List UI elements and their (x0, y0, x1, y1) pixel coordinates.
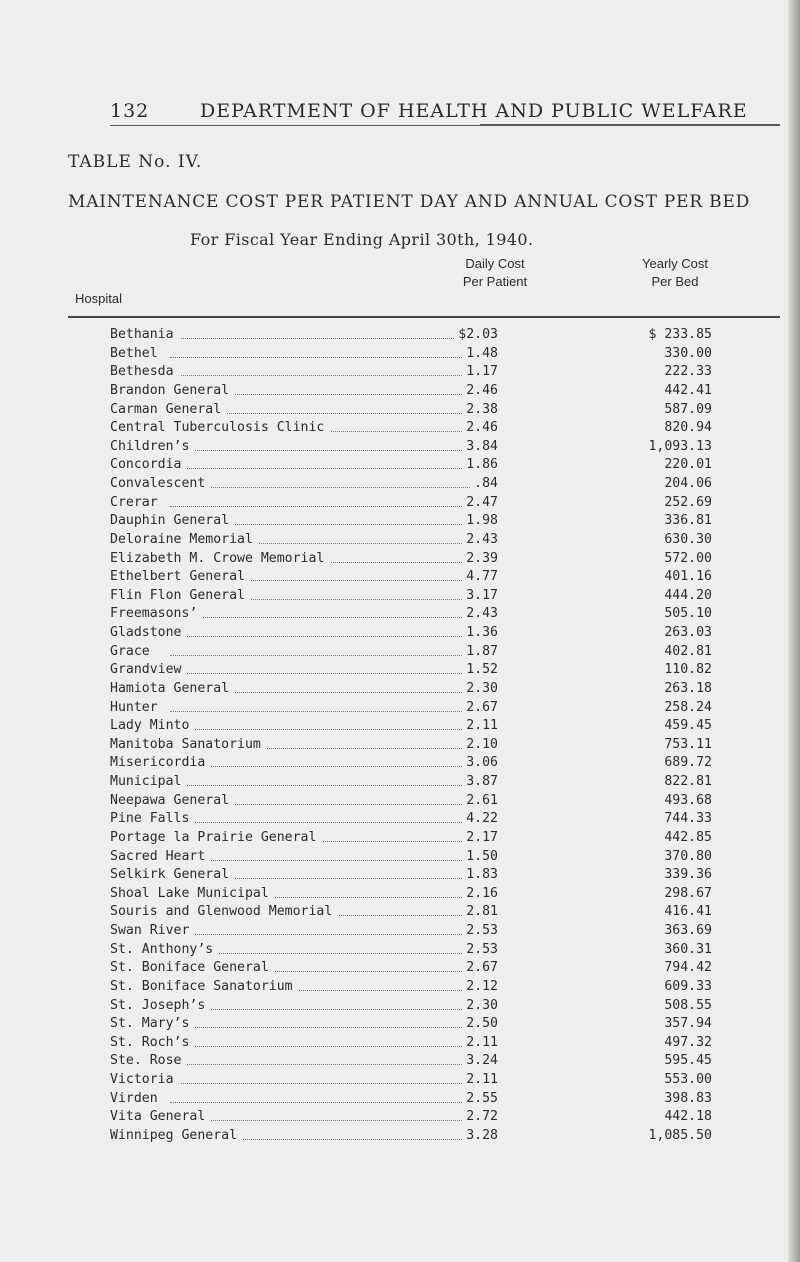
yearly-cost-cell: 330.00 (664, 345, 712, 361)
dot-leader (170, 338, 498, 339)
yearly-cost-cell: 595.45 (664, 1053, 712, 1069)
yearly-cost-cell: 508.55 (664, 997, 712, 1013)
hospital-name: Children’s (110, 438, 195, 457)
table-header-rule (68, 316, 780, 318)
table-row (110, 326, 770, 345)
daily-cost-cell: 2.46 (462, 419, 498, 438)
dot-leader (170, 655, 498, 656)
table-row (110, 512, 770, 531)
table-row (110, 419, 770, 438)
hospital-name: Selkirk General (110, 866, 235, 885)
table-row (110, 456, 770, 475)
dot-leader (170, 617, 498, 618)
hospital-name: Manitoba Sanatorium (110, 736, 267, 755)
daily-cost-cell: 2.47 (462, 494, 498, 513)
daily-cost-cell: 3.87 (462, 773, 498, 792)
daily-cost-cell: 2.30 (462, 997, 498, 1016)
table-row (110, 848, 770, 867)
daily-cost-cell: 1.98 (462, 512, 498, 531)
table-row (110, 1015, 770, 1034)
table-title: MAINTENANCE COST PER PATIENT DAY AND ANNUAL COST PER BED (68, 192, 751, 212)
dot-leader (170, 822, 498, 823)
yearly-cost-cell: 339.36 (664, 867, 712, 883)
table-row (110, 885, 770, 904)
hospital-name: Brandon General (110, 382, 235, 401)
yearly-cost-cell: 204.06 (664, 476, 712, 491)
daily-cost-cell: 4.22 (462, 810, 498, 829)
table-row (110, 550, 770, 569)
daily-cost-cell: 2.10 (462, 736, 498, 755)
dot-leader (170, 711, 498, 712)
hospital-name: Ste. Rose (110, 1052, 187, 1071)
table-row (110, 401, 770, 420)
daily-cost-cell: 2.43 (462, 531, 498, 550)
hospital-name: St. Roch’s (110, 1034, 195, 1053)
yearly-cost-cell: 753.11 (664, 736, 712, 752)
daily-cost-cell: 2.16 (462, 885, 498, 904)
table-row (110, 810, 770, 829)
daily-cost-cell: 2.38 (462, 401, 498, 420)
daily-cost-cell: 2.67 (462, 699, 498, 718)
hospital-name: Vita General (110, 1108, 211, 1127)
yearly-cost-cell: $ 233.85 (648, 327, 712, 342)
table-row (110, 736, 770, 755)
hospital-name: Central Tuberculosis Clinic (110, 419, 330, 438)
dot-leader (170, 375, 498, 376)
daily-cost-cell: 2.30 (462, 680, 498, 699)
table-row (110, 382, 770, 401)
table-subtitle: For Fiscal Year Ending April 30th, 1940. (190, 230, 534, 249)
yearly-cost-cell: 363.69 (664, 923, 712, 938)
daily-cost-cell: 2.43 (462, 605, 498, 624)
daily-cost-cell: 2.50 (462, 1015, 498, 1034)
daily-cost-cell: 2.46 (462, 382, 498, 401)
yearly-cost-cell: 459.45 (664, 718, 712, 734)
dot-leader (170, 506, 498, 507)
yearly-cost-cell: 444.20 (664, 587, 712, 603)
table-row (110, 922, 770, 941)
table-row (110, 1052, 770, 1071)
daily-cost-cell: 4.77 (462, 568, 498, 587)
table-row (110, 792, 770, 811)
table-row (110, 494, 770, 513)
hospital-name: Misericordia (110, 754, 211, 773)
hospital-name: Dauphin General (110, 512, 235, 531)
table-row (110, 531, 770, 550)
daily-cost-cell: 1.87 (462, 643, 498, 662)
table-row (110, 475, 770, 494)
dot-leader (170, 934, 498, 935)
page-edge-shadow (788, 0, 800, 1262)
header-divider-thick (480, 124, 780, 126)
dot-leader (170, 766, 498, 767)
hospital-name: St. Boniface Sanatorium (110, 978, 299, 997)
dot-leader (170, 1046, 498, 1047)
dot-leader (170, 729, 498, 730)
daily-cost-cell: 3.28 (462, 1127, 498, 1146)
daily-cost-cell: 1.52 (462, 661, 498, 680)
yearly-cost-cell: 609.33 (664, 978, 712, 994)
department-title: DEPARTMENT OF HEALTH AND PUBLIC WELFARE (200, 100, 748, 122)
hospital-name: Ethelbert General (110, 568, 251, 587)
hospital-name: Crerar (110, 494, 164, 513)
hospital-name: Portage la Prairie General (110, 829, 322, 848)
table-row (110, 1090, 770, 1109)
yearly-cost-cell: 587.09 (664, 401, 712, 417)
daily-cost-cell: 2.53 (462, 941, 498, 960)
column-header-hospital: Hospital (75, 291, 122, 306)
table-row (110, 661, 770, 680)
hospital-name: St. Anthony’s (110, 941, 219, 960)
table-row (110, 866, 770, 885)
table-row (110, 717, 770, 736)
yearly-cost-cell: 689.72 (664, 755, 712, 771)
yearly-cost-cell: 820.94 (664, 420, 712, 436)
dot-leader (170, 1102, 498, 1103)
yearly-cost-cell: 263.18 (664, 680, 712, 696)
yearly-header-line2: Per Bed (651, 274, 699, 289)
table-row (110, 568, 770, 587)
table-row (110, 1071, 770, 1090)
yearly-cost-cell: 505.10 (664, 606, 712, 622)
hospital-name: Shoal Lake Municipal (110, 885, 275, 904)
daily-cost-cell: 3.06 (462, 754, 498, 773)
daily-cost-cell: 1.50 (462, 848, 498, 867)
yearly-cost-cell: 1,085.50 (648, 1127, 712, 1143)
table-row (110, 605, 770, 624)
table-row (110, 363, 770, 382)
hospital-name: Virden (110, 1090, 164, 1109)
daily-header-line1: Daily Cost (465, 256, 525, 271)
yearly-cost-cell: 222.33 (664, 364, 712, 380)
column-header-yearly-cost (620, 255, 730, 291)
daily-cost-cell: 2.11 (462, 717, 498, 736)
hospital-name: Lady Minto (110, 717, 195, 736)
hospital-name: Neepawa General (110, 792, 235, 811)
daily-cost-cell: 1.36 (462, 624, 498, 643)
daily-cost-cell: 2.11 (462, 1034, 498, 1053)
table-row (110, 829, 770, 848)
hospital-name: Deloraine Memorial (110, 531, 259, 550)
hospital-name: Freemasons’ (110, 605, 203, 624)
table-row (110, 438, 770, 457)
yearly-cost-cell: 370.80 (664, 848, 712, 864)
table-row (110, 680, 770, 699)
table-number: TABLE No. IV. (68, 152, 203, 172)
hospital-name: Carman General (110, 401, 227, 420)
hospital-name: Bethesda (110, 363, 180, 382)
daily-cost-cell: $2.03 (454, 326, 498, 345)
table-row (110, 624, 770, 643)
yearly-cost-cell: 252.69 (664, 494, 712, 510)
yearly-cost-cell: 258.24 (664, 699, 712, 715)
yearly-cost-cell: 794.42 (664, 960, 712, 976)
hospital-name: Sacred Heart (110, 848, 211, 867)
dot-leader (170, 1027, 498, 1028)
cost-table-body (110, 326, 770, 1146)
yearly-cost-cell: 110.82 (664, 662, 712, 678)
yearly-cost-cell: 442.18 (664, 1109, 712, 1125)
hospital-name: Gladstone (110, 624, 187, 643)
daily-header-line2: Per Patient (462, 274, 528, 289)
table-row (110, 978, 770, 997)
dot-leader (170, 785, 498, 786)
yearly-cost-cell: 442.41 (664, 382, 712, 398)
yearly-cost-cell: 398.83 (664, 1090, 712, 1106)
hospital-name: Grandview (110, 661, 187, 680)
daily-cost-cell: 2.12 (462, 978, 498, 997)
yearly-cost-cell: 357.94 (664, 1016, 712, 1032)
dot-leader (170, 487, 498, 488)
daily-cost-cell: 1.17 (462, 363, 498, 382)
table-row (110, 1108, 770, 1127)
daily-cost-cell: 2.67 (462, 959, 498, 978)
daily-cost-cell: 2.72 (462, 1108, 498, 1127)
yearly-cost-cell: 572.00 (664, 550, 712, 566)
hospital-name: Municipal (110, 773, 187, 792)
hospital-name: Pine Falls (110, 810, 195, 829)
yearly-cost-cell: 822.81 (664, 774, 712, 789)
yearly-header-line1: Yearly Cost (642, 256, 708, 271)
hospital-name: Convalescent (110, 475, 211, 494)
hospital-name: Hamiota General (110, 680, 235, 699)
table-row (110, 1127, 770, 1146)
daily-cost-cell: 2.39 (462, 550, 498, 569)
daily-cost-cell: 1.48 (462, 345, 498, 364)
yearly-cost-cell: 630.30 (664, 531, 712, 547)
hospital-name: Swan River (110, 922, 195, 941)
yearly-cost-cell: 416.41 (664, 904, 712, 920)
daily-cost-cell: 2.11 (462, 1071, 498, 1090)
table-row (110, 345, 770, 364)
page-number: 132 (110, 100, 150, 122)
dot-leader (170, 673, 498, 674)
table-row (110, 587, 770, 606)
yearly-cost-cell: 497.32 (664, 1034, 712, 1050)
yearly-cost-cell: 360.31 (664, 941, 712, 957)
hospital-name: Hunter (110, 699, 164, 718)
hospital-name: Bethel (110, 345, 164, 364)
dot-leader (170, 636, 498, 637)
daily-cost-cell: 3.17 (462, 587, 498, 606)
daily-cost-cell: 2.81 (462, 903, 498, 922)
daily-cost-cell: 2.55 (462, 1090, 498, 1109)
hospital-name: Winnipeg General (110, 1127, 243, 1146)
dot-leader (170, 860, 498, 861)
table-row (110, 773, 770, 792)
hospital-name: St. Joseph’s (110, 997, 211, 1016)
daily-cost-cell: .84 (470, 475, 498, 494)
hospital-name: Victoria (110, 1071, 180, 1090)
yearly-cost-cell: 263.03 (664, 625, 712, 640)
yearly-cost-cell: 744.33 (664, 811, 712, 827)
daily-cost-cell: 2.17 (462, 829, 498, 848)
dot-leader (170, 450, 498, 451)
column-header-daily-cost (430, 255, 560, 291)
yearly-cost-cell: 442.85 (664, 829, 712, 845)
hospital-name: St. Mary’s (110, 1015, 195, 1034)
yearly-cost-cell: 553.00 (664, 1072, 712, 1087)
yearly-cost-cell: 401.16 (664, 569, 712, 585)
dot-leader (170, 357, 498, 358)
hospital-name: Souris and Glenwood Memorial (110, 903, 338, 922)
daily-cost-cell: 3.24 (462, 1052, 498, 1071)
dot-leader (170, 1009, 498, 1010)
daily-cost-cell: 3.84 (462, 438, 498, 457)
hospital-name: St. Boniface General (110, 959, 275, 978)
yearly-cost-cell: 1,093.13 (648, 438, 712, 454)
table-row (110, 903, 770, 922)
dot-leader (170, 1120, 498, 1121)
table-row (110, 1034, 770, 1053)
hospital-name: Concordia (110, 456, 187, 475)
daily-cost-cell: 2.61 (462, 792, 498, 811)
dot-leader (170, 468, 498, 469)
table-row (110, 941, 770, 960)
hospital-name: Bethania (110, 326, 180, 345)
daily-cost-cell: 1.83 (462, 866, 498, 885)
yearly-cost-cell: 402.81 (664, 643, 712, 659)
hospital-name: Grace (110, 643, 156, 662)
hospital-name: Flin Flon General (110, 587, 251, 606)
table-row (110, 754, 770, 773)
table-row (110, 643, 770, 662)
yearly-cost-cell: 493.68 (664, 792, 712, 808)
hospital-name: Elizabeth M. Crowe Memorial (110, 550, 330, 569)
yearly-cost-cell: 220.01 (664, 457, 712, 473)
dot-leader (170, 1083, 498, 1084)
table-row (110, 699, 770, 718)
yearly-cost-cell: 336.81 (664, 513, 712, 529)
daily-cost-cell: 2.53 (462, 922, 498, 941)
yearly-cost-cell: 298.67 (664, 885, 712, 901)
table-row (110, 997, 770, 1016)
table-row (110, 959, 770, 978)
dot-leader (170, 1064, 498, 1065)
daily-cost-cell: 1.86 (462, 456, 498, 475)
